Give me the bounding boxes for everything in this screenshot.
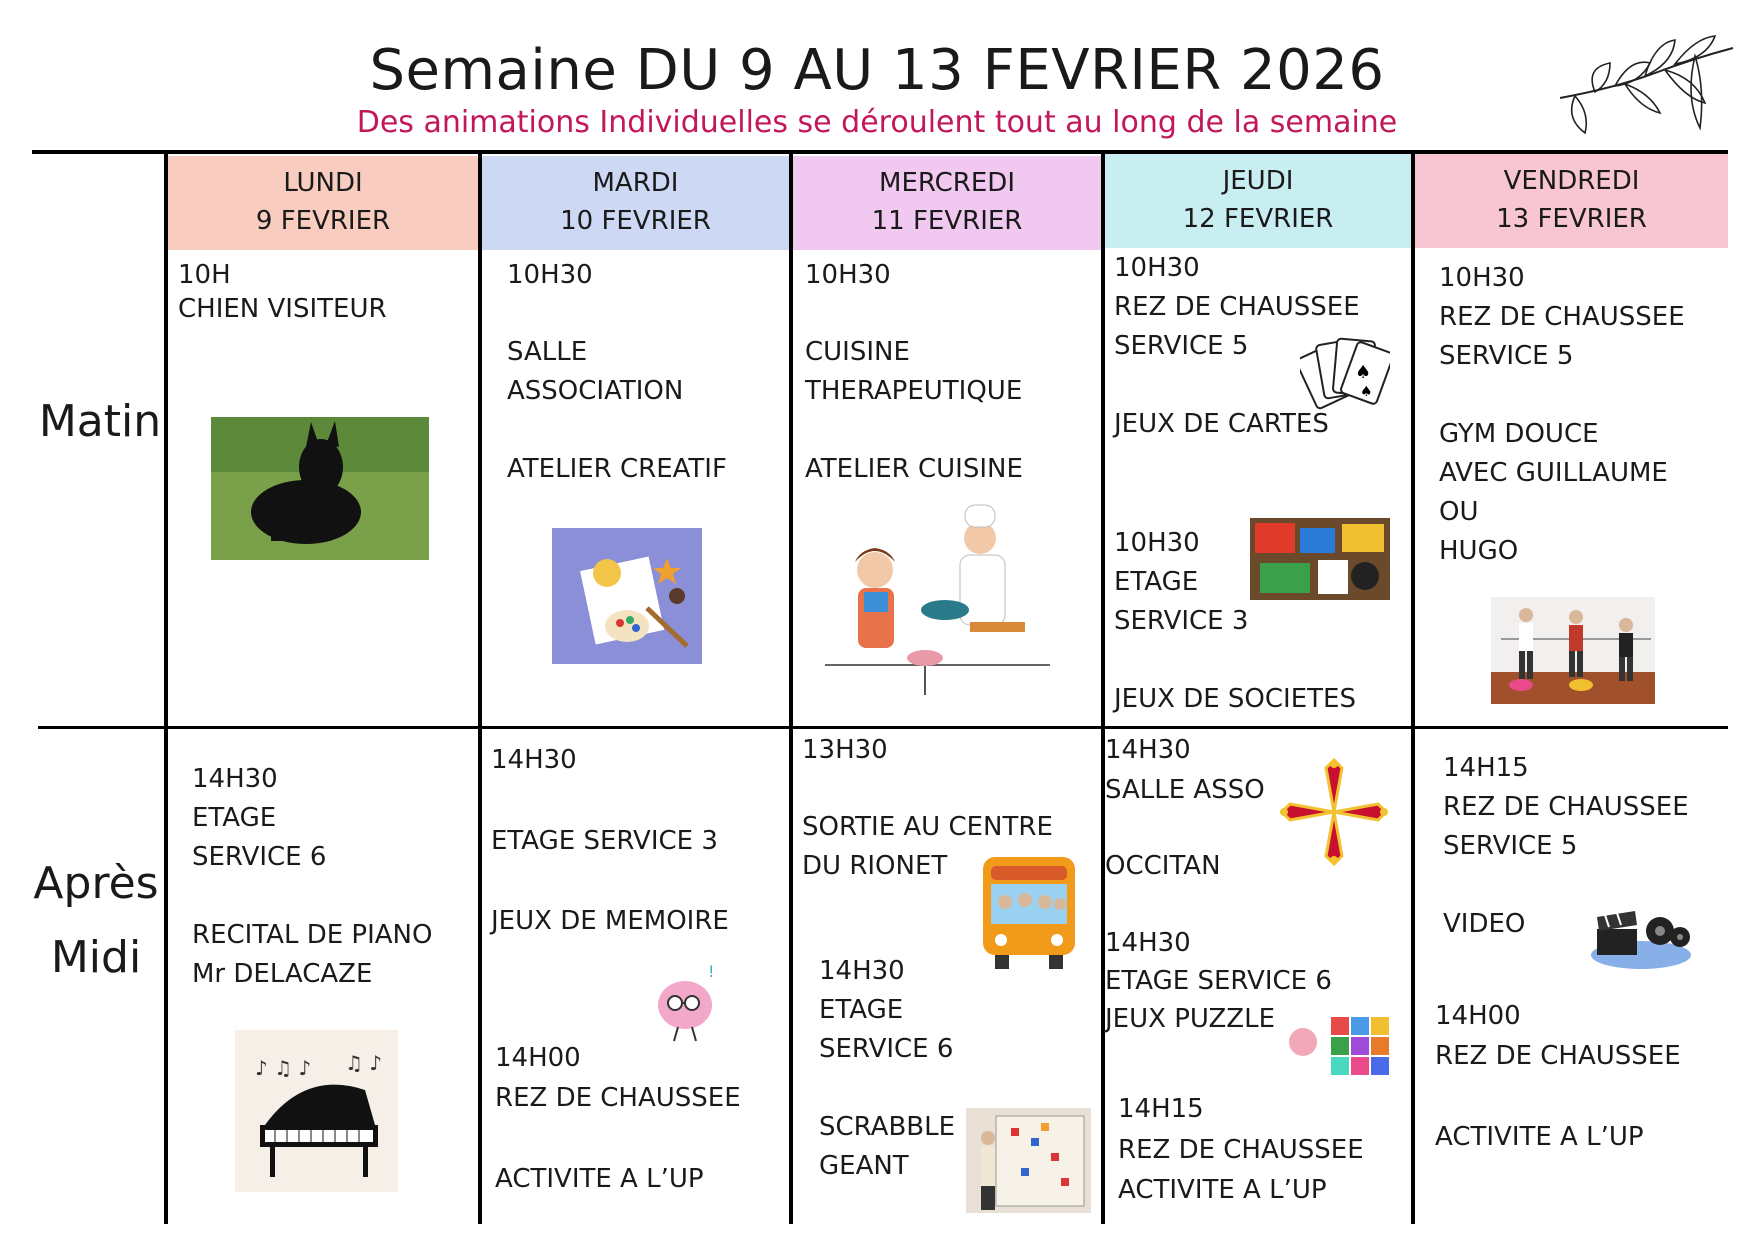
day-header-wednesday (793, 156, 1101, 250)
row-label-morning: Matin (38, 396, 162, 447)
activity-name: JEUX DE SOCIETES (1114, 684, 1356, 714)
activity-time: 14H30 (192, 764, 278, 794)
column-divider (1101, 152, 1105, 1224)
activity-name: OCCITAN (1105, 851, 1221, 881)
creative-art-icon (552, 528, 702, 664)
activity-name: JEUX DE MEMOIRE (491, 906, 729, 936)
activity-place: ETAGE SERVICE 6 (192, 803, 327, 872)
activity-time: 14H15 (1443, 753, 1529, 783)
day-name: MERCREDI (879, 168, 1015, 198)
svg-text:♫ ♪: ♫ ♪ (345, 1051, 383, 1075)
activity-name: JEUX DE CARTES (1114, 409, 1329, 439)
activity-place: REZ DE CHAUSSEE (1118, 1135, 1364, 1165)
activity-time: 14H30 (1105, 735, 1191, 765)
activity-name: RECITAL DE PIANO Mr DELACAZE (192, 920, 433, 989)
activity-name: ACTIVITE A L’UP (1435, 1122, 1644, 1152)
column-divider (789, 152, 793, 1224)
activity-name: CHIEN VISITEUR (178, 294, 387, 324)
activity-time: 14H00 (1435, 1001, 1521, 1031)
column-divider (478, 152, 482, 1224)
occitan-cross-icon (1278, 758, 1390, 866)
activity-name: ACTIVITE A L’UP (1118, 1175, 1327, 1205)
day-header-monday (168, 156, 478, 250)
activity-name: GYM DOUCE AVEC GUILLAUME OU HUGO (1439, 419, 1668, 566)
activity-place: REZ DE CHAUSSEE (495, 1083, 741, 1113)
activity-time: 14H15 (1118, 1094, 1204, 1124)
cooking-chefs-illustration (820, 500, 1055, 700)
activity-time: 14H00 (495, 1043, 581, 1073)
day-date: 12 FEVRIER (1182, 204, 1334, 234)
activity-name: JEUX PUZZLE (1105, 1004, 1275, 1034)
activity-place: ETAGE SERVICE 6 (1105, 966, 1332, 996)
page-title: Semaine DU 9 AU 13 FEVRIER 2026 (369, 38, 1385, 103)
activity-name: VIDEO (1443, 909, 1526, 939)
middle-rule (38, 726, 1728, 729)
day-header-tuesday (482, 156, 789, 250)
brain-memory-icon (650, 965, 722, 1045)
svg-text:♠: ♠ (1355, 362, 1372, 383)
day-name: VENDREDI (1503, 166, 1640, 196)
activity-name: ATELIER CUISINE (805, 454, 1023, 484)
day-date: 10 FEVRIER (560, 206, 711, 236)
video-camera-icon (1585, 903, 1697, 975)
activity-time: 10H30 (507, 260, 593, 290)
activity-name: ATELIER CREATIF (507, 454, 727, 484)
activity-time: 13H30 (802, 735, 888, 765)
activity-place: REZ DE CHAUSSEE SERVICE 5 (1114, 292, 1360, 361)
puzzle-icon (1283, 1012, 1393, 1080)
activity-place: SALLE ASSO (1105, 775, 1265, 805)
activity-place: REZ DE CHAUSSEE SERVICE 5 (1439, 302, 1685, 371)
activity-time: 10H (178, 260, 231, 290)
activity-place: ETAGE SERVICE 6 (819, 995, 954, 1064)
board-games-photo (1250, 518, 1390, 600)
day-header-thursday (1105, 154, 1411, 248)
activity-place: REZ DE CHAUSSEE (1435, 1041, 1681, 1071)
activity-time: 14H30 (819, 956, 905, 986)
piano-icon (235, 1030, 398, 1192)
activity-time: 10H30 (1114, 528, 1200, 558)
page-subtitle: Des animations Individuelles se déroulent tout au long de la semaine (356, 105, 1398, 140)
day-date: 13 FEVRIER (1496, 204, 1647, 234)
activity-time: 10H30 (1114, 253, 1200, 283)
activity-time: 14H30 (1105, 928, 1191, 958)
scrabble-photo (966, 1108, 1091, 1213)
activity-place: CUISINE THERAPEUTIQUE (805, 337, 1023, 406)
day-name: MARDI (592, 168, 679, 198)
day-date: 11 FEVRIER (871, 206, 1023, 236)
activity-place: ETAGE SERVICE 3 (491, 826, 718, 856)
branch-illustration (1555, 28, 1735, 148)
activity-place: SALLE ASSOCIATION (507, 337, 684, 406)
dog-photo (211, 417, 429, 560)
playing-cards-icon (1300, 330, 1390, 420)
bus-travel-icon (975, 852, 1082, 974)
day-date: 9 FEVRIER (255, 206, 391, 236)
activity-time: 10H30 (805, 260, 891, 290)
column-divider (164, 152, 168, 1224)
svg-text:♠: ♠ (1360, 384, 1373, 400)
svg-text:♪ ♫ ♪: ♪ ♫ ♪ (255, 1056, 312, 1080)
activity-name: SCRABBLE GEANT (819, 1112, 956, 1181)
row-label-afternoon: Après (33, 858, 159, 909)
activity-time: 14H30 (491, 745, 577, 775)
svg-text:!: ! (708, 965, 715, 981)
row-label-afternoon: Midi (50, 932, 142, 983)
column-divider (1411, 152, 1415, 1224)
activity-name: SORTIE AU CENTRE DU RIONET (802, 812, 1053, 881)
activity-name: ACTIVITE A L’UP (495, 1164, 704, 1194)
activity-time: 10H30 (1439, 263, 1525, 293)
day-header-friday (1415, 154, 1728, 248)
gym-class-photo (1491, 597, 1655, 704)
activity-place: ETAGE SERVICE 3 (1114, 567, 1249, 636)
day-name: LUNDI (283, 168, 363, 198)
activity-place: REZ DE CHAUSSEE SERVICE 5 (1443, 792, 1689, 861)
day-name: JEUDI (1222, 166, 1294, 196)
